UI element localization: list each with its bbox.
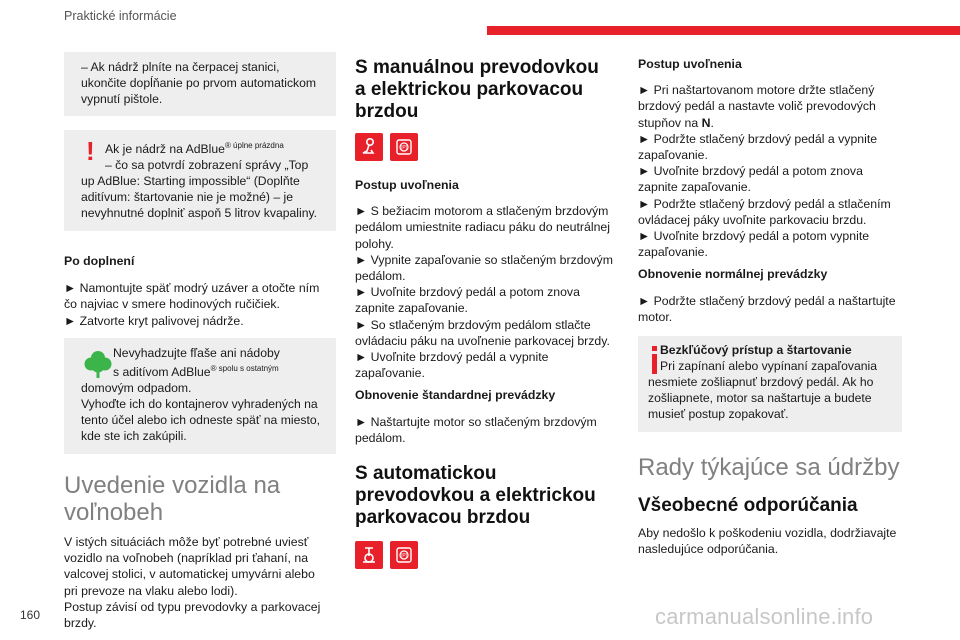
recycle-tree-icon — [83, 349, 113, 379]
neutral-text: V istých situáciách môže byť potrebné uviesť vozidlo na voľnobeh (napríklad pri ťahaní, na valcovej stolici, v automatickej umyvárni alebo pri prevoze na vlaku alebo lodi). Postup závisí od typu prevodovky a parkovacej brzdy. — [64, 534, 321, 630]
page-number: 160 — [20, 608, 41, 622]
note-line: ukončite dopĺňanie po prvom automatickom — [81, 76, 317, 90]
note-line: vypnutí pištole. — [81, 92, 163, 106]
header-accent-bar — [487, 26, 960, 35]
maintenance-heading: Rady týkajúce sa údržby — [638, 454, 900, 482]
warning-icon: ! — [86, 136, 95, 166]
warning-box — [64, 130, 336, 231]
release-steps: ► S bežiacim motorom a stlačeným brzdovým pedálom umiestnite radiacu páku do neutrálnej polohy. ► Vypnite zapaľovanie so stlačeným brzdovým pedálom. ► Uvoľnite brzdový pedál a potom znova zapnite zapaľovanie. ► So stlačeným brzdovým pedálom stlačte ovládaciu páku na uvoľnenie parkovacej brzdy. ► Uvoľnite brzdový pedál a vypnite zapaľovanie. — [355, 204, 613, 381]
warning-line: up AdBlue: Starting impossible“ (Doplňte — [81, 174, 300, 189]
release-heading: Postup uvoľnenia — [638, 57, 742, 71]
info-box: Bezkľúčový prístup a štartovanie Pri zapínaní alebo vypínaní zapaľovania nesmiete zošliapnuť brzdový pedál. Ak ho zošliapnete, motor sa naštartuje a budete musieť postup zopakovať. — [638, 336, 902, 432]
manual-heading: S manuálnou prevodovkou a elektrickou parkovacou brzdou — [355, 57, 599, 122]
note-line: – Ak nádrž plníte na čerpacej stanici, — [81, 60, 280, 74]
restore-heading: Obnovenie normálnej prevádzky — [638, 267, 828, 282]
column-2 — [355, 57, 627, 569]
manual-gearbox-icon — [355, 133, 383, 161]
eco-box — [64, 338, 336, 454]
eco-line: Vyhoďte ich do kontajnerov vyhradených na — [81, 396, 318, 411]
eco-line: tento účel alebo ich odneste späť na miesto, — [81, 412, 320, 427]
release-heading: Postup uvoľnenia — [355, 178, 459, 192]
watermark: carmanualsonline.info — [655, 604, 874, 629]
general-text: Aby nedošlo k poškodeniu vozidla, dodržiavajte nasledujúce odporúčania. — [638, 526, 897, 557]
step-line: čo najviac v smere hodinových ručičiek. — [64, 297, 280, 312]
warning-line: – čo sa potvrdí zobrazení správy „Top — [105, 158, 309, 173]
restore-steps: ► Podržte stlačený brzdový pedál a naštartujte motor. — [638, 293, 896, 324]
eco-line: kde ste ich zakúpili. — [81, 428, 187, 443]
column-3 — [638, 56, 902, 557]
step-line: ► Zatvorte kryt palivovej nádrže. — [64, 313, 244, 328]
parking-brake-icon — [390, 133, 418, 161]
step-line: ► Namontujte späť modrý uzáver a otočte ním — [64, 281, 320, 296]
after-fill-heading: Po doplnení — [64, 254, 135, 269]
column-1 — [64, 52, 336, 631]
warning-line: nevyhnutné doplniť aspoň 5 litrov kvapaliny. — [81, 206, 318, 221]
warning-line: aditívum: štartovanie nie je možné) – je — [81, 190, 294, 205]
restore-steps: ► Naštartujte motor so stlačeným brzdovým pedálom. — [355, 414, 597, 445]
svg-text:(P): (P) — [400, 553, 408, 560]
automatic-gearbox-icon — [355, 541, 383, 569]
after-fill-steps — [64, 280, 336, 329]
note-box-fuel-station — [64, 52, 336, 116]
restore-heading: Obnovenie štandardnej prevádzky — [355, 388, 556, 403]
neutral-heading: Uvedenie vozidla na voľnobeh — [64, 471, 281, 526]
parking-brake-icon — [390, 541, 418, 569]
warning-line: Ak je nádrž na AdBlue$^{® úplne prázdna}$ — [105, 141, 284, 157]
running-header: Praktické informácie — [64, 9, 177, 23]
eco-line: Nevyhadzujte fľaše ani nádoby — [113, 345, 280, 360]
svg-text:(P): (P) — [400, 145, 408, 151]
eco-line: domovým odpadom. — [81, 380, 192, 395]
general-heading: Všeobecné odporúčania — [638, 495, 858, 517]
release-steps: ► Pri naštartovanom motore držte stlačený brzdový pedál a nastavte volič prevodových stupňov na N. ► Podržte stlačený brzdový pedál a vypnite zapaľovanie. ► Uvoľnite brzdový pedál a potom znova zapnite zapaľovanie. ► Podržte stlačený brzdový pedál a stlačením ovládacej páky uvoľnite parkovaciu brzdu. ► Uvoľnite brzdový pedál a potom vypnite zapaľovanie. — [638, 83, 891, 260]
info-icon — [652, 346, 657, 374]
auto-icons — [355, 541, 627, 569]
eco-line: s aditívom AdBlue$^{® spolu s ostatným}$ — [113, 363, 279, 379]
info-title: Bezkľúčový prístup a štartovanie — [660, 343, 852, 358]
auto-heading: S automatickou prevodovkou a elektrickou parkovacou brzdou — [355, 463, 596, 529]
manual-icons — [355, 133, 627, 161]
